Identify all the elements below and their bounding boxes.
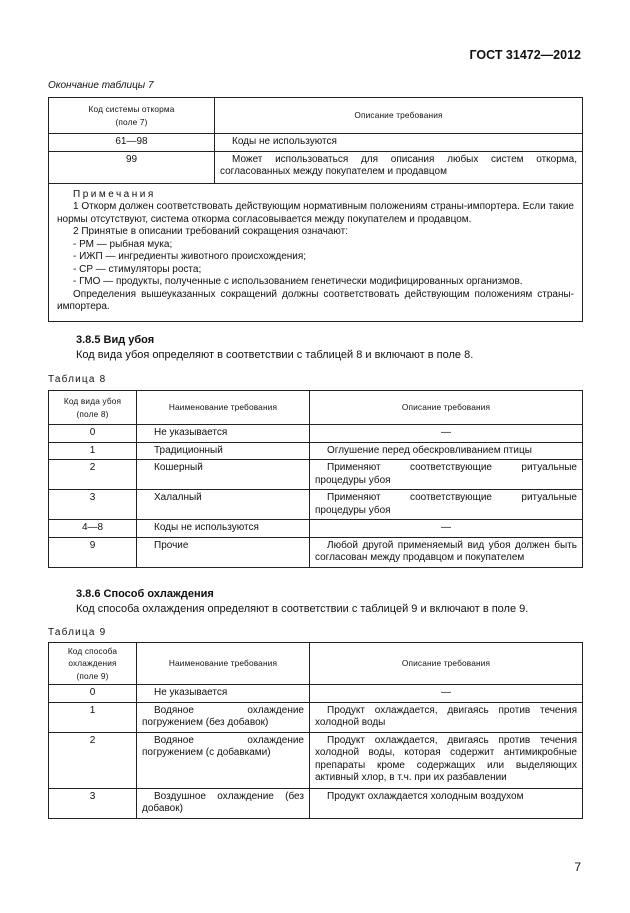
table-8: [48, 390, 583, 568]
table-row: [49, 442, 583, 460]
table-9: [48, 642, 583, 819]
table8-row0-desc: —: [310, 425, 583, 443]
table8-row2-desc: Применяют соответствующие ритуальные процедуры убоя: [310, 460, 583, 490]
table7-header-row: [49, 98, 583, 134]
note-2: 2 Принятые в описании требований сокращения означают:: [73, 226, 348, 237]
table8-row4-code: 4—8: [49, 520, 137, 538]
table8-row3-code: 3: [49, 490, 137, 520]
table8-row4-desc: —: [310, 520, 583, 538]
table8-row1-desc: Оглушение перед обескровливанием птицы: [310, 442, 583, 460]
table8-row3-name: Халалный: [137, 490, 310, 520]
section-heading-3-8-5: 3.8.5 Вид убоя: [76, 334, 155, 346]
standard-number: ГОСТ 31472—2012: [469, 48, 581, 62]
table8-col-code: Код вида убоя (поле 8): [49, 391, 137, 425]
table-row: [49, 151, 583, 183]
page-number: 7: [574, 860, 581, 874]
section-text-3-8-6: Код способа охлаждения определяют в соответствии с таблицей 9 и включают в поле 9.: [76, 603, 529, 615]
note-definitions: Определения вышеуказанных сокращений должны соответствовать действующим положениям страны-импортера.: [57, 288, 574, 312]
table9-row2-name: Водяное охлаждение погружением (с добавками): [137, 732, 310, 788]
note-2-item-gmo: - ГМО — продукты, полученные с использованием генетически модифицированных организмов.: [73, 276, 523, 287]
table9-row2-code: 2: [49, 732, 137, 788]
note-1: 1 Откорм должен соответствовать действующим нормативным положениям страны-импортера. Если такие нормы отсутствуют, система откорма согласовывается между покупателем и продавцом.: [57, 201, 574, 225]
table9-row2-desc: Продукт охлаждается, двигаясь против течения холодной воды, которая содержит антимикробные препараты кроме содержащих или выделяющих активный хлор, в т.ч. при их разбавлении: [310, 732, 583, 788]
table-row: [49, 537, 583, 567]
table9-label: Таблица 9: [48, 627, 107, 638]
table7-row2-code: 99: [49, 151, 215, 183]
table-row: [49, 685, 583, 703]
table9-row1-name: Водяное охлаждение погружением (без добавок): [137, 702, 310, 732]
note-2-item-rm: - РМ — рыбная мука;: [73, 238, 173, 250]
table7-row1-desc: Коды не используются: [215, 134, 583, 152]
table9-row3-code: 3: [49, 788, 137, 818]
table8-row4-name: Коды не используются: [137, 520, 310, 538]
table8-row0-code: 0: [49, 425, 137, 443]
table8-row2-code: 2: [49, 460, 137, 490]
table7-row1-code: 61—98: [49, 134, 215, 152]
table8-row3-desc: Применяют соответствующие ритуальные процедуры убоя: [310, 490, 583, 520]
table9-row1-desc: Продукт охлаждается, двигаясь против течения холодной воды: [310, 702, 583, 732]
table-row: [49, 520, 583, 538]
table9-row0-desc: —: [310, 685, 583, 703]
table8-row1-name: Традиционный: [137, 442, 310, 460]
table7-notes-row: [49, 183, 583, 321]
table9-header-row: [49, 643, 583, 685]
note-2-item-sr: - СР — стимуляторы роста;: [73, 263, 202, 275]
table7-notes: [49, 183, 583, 321]
table9-col-desc: Описание требования: [310, 643, 583, 685]
table-7: [48, 97, 583, 322]
table7-col-code: Код системы откорма (поле 7): [49, 98, 215, 134]
table7-col-desc: Описание требования: [215, 98, 583, 134]
section-heading-3-8-6: 3.8.6 Способ охлаждения: [76, 588, 214, 600]
table-row: [49, 702, 583, 732]
table8-header-row: [49, 391, 583, 425]
notes-title: Примечания: [73, 188, 156, 200]
table8-row2-name: Кошерный: [137, 460, 310, 490]
table8-col-name: Наименование требования: [137, 391, 310, 425]
table-row: [49, 490, 583, 520]
table7-caption: Окончание таблицы 7: [48, 80, 154, 91]
table9-col-code: Код способа охлаждения (поле 9): [49, 643, 137, 685]
table-row: [49, 788, 583, 818]
table8-row5-desc: Любой другой применяемый вид убоя должен быть согласован между продавцом и покупателем: [310, 537, 583, 567]
table9-row3-desc: Продукт охлаждается холодным воздухом: [310, 788, 583, 818]
note-2-item-izhp: - ИЖП — ингредиенты животного происхождения;: [73, 251, 307, 262]
table9-row1-code: 1: [49, 702, 137, 732]
table-row: [49, 134, 583, 152]
table-row: [49, 460, 583, 490]
table9-row0-code: 0: [49, 685, 137, 703]
table8-row5-name: Прочие: [137, 537, 310, 567]
table8-label: Таблица 8: [48, 374, 107, 385]
table9-col-name: Наименование требования: [137, 643, 310, 685]
table7-row2-desc: Может использоваться для описания любых систем откорма, согласованных между покупателем и продавцом: [215, 151, 583, 183]
table9-row0-name: Не указывается: [137, 685, 310, 703]
table8-col-desc: Описание требования: [310, 391, 583, 425]
table-row: [49, 732, 583, 788]
section-text-3-8-5: Код вида убоя определяют в соответствии с таблицей 8 и включают в поле 8.: [76, 349, 474, 361]
table8-row5-code: 9: [49, 537, 137, 567]
table-row: [49, 425, 583, 443]
table9-row3-name: Воздушное охлаждение (без добавок): [137, 788, 310, 818]
table8-row0-name: Не указывается: [137, 425, 310, 443]
table8-row1-code: 1: [49, 442, 137, 460]
